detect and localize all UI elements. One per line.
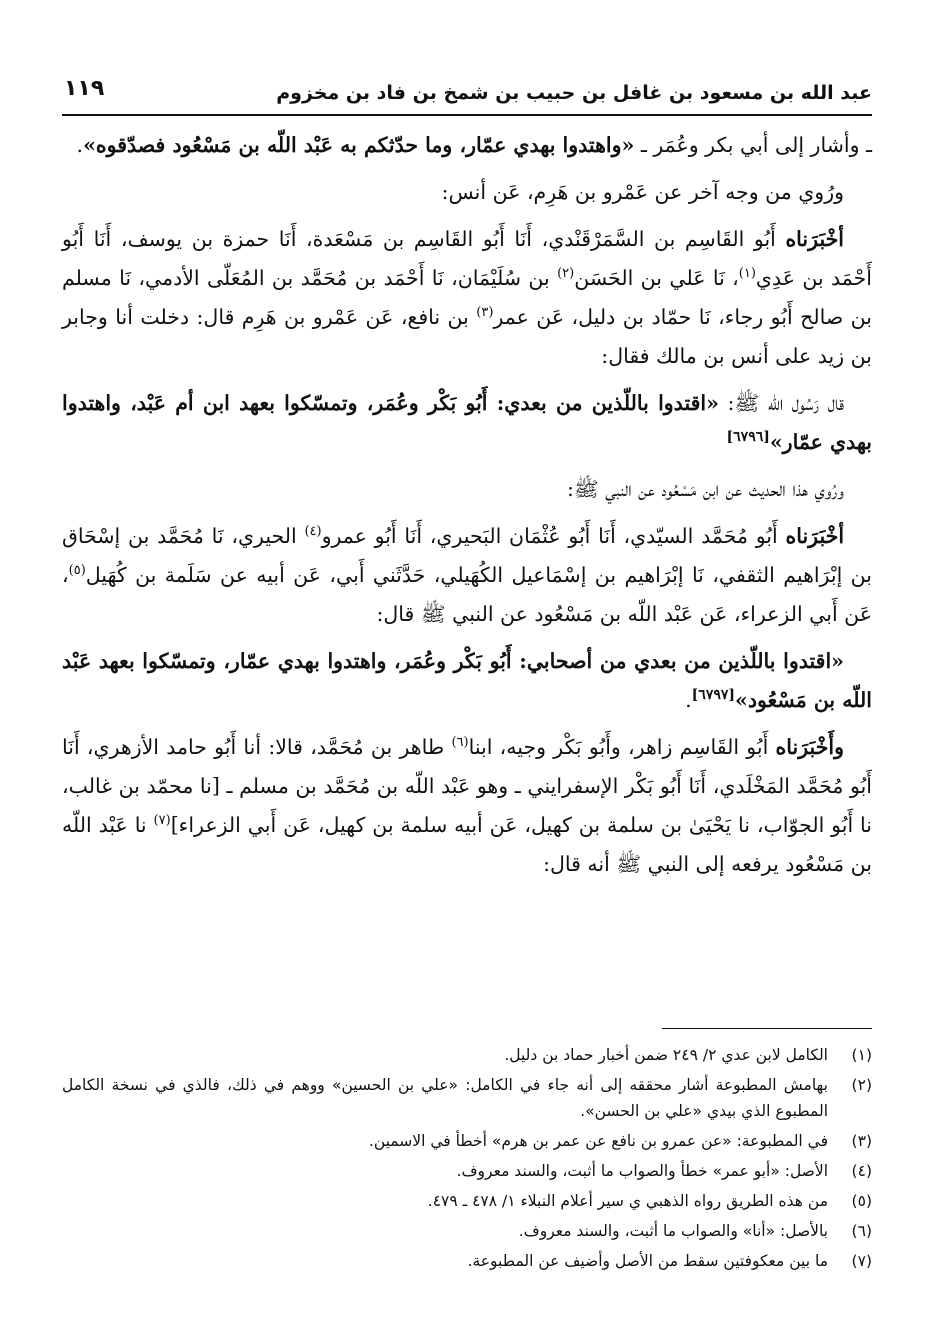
footnote bbox=[62, 1158, 872, 1184]
footnote-text: الأصل: «أبو عمر» خطأ والصواب ما أثبت، والسند معروف. bbox=[456, 1162, 828, 1180]
footnote bbox=[62, 1042, 872, 1068]
akhbarana-keyword: وأَخْبَرَناه bbox=[775, 735, 844, 759]
text-run: أَبُو القَاسِم زاهر، وأَبُو بَكْر وجيه، ابنا bbox=[468, 735, 776, 759]
hadith-number: [٦٧٩٦] bbox=[726, 429, 770, 446]
text-run: . bbox=[76, 133, 84, 157]
footnotes-section bbox=[62, 1042, 872, 1278]
hadith-quote: «واهتدوا بهدي عمّار، وما حدّثكم به عَبْد اللّه بن مَسْعُود فصدّقوه» bbox=[83, 133, 635, 157]
footnote bbox=[62, 1128, 872, 1154]
footnote-number: (٧) bbox=[851, 1252, 872, 1270]
text-run: الحيري، نَا مُحَمَّد بن إسْحَاق بن إبْرَاهيم الثقفي، نَا إبْرَاهيم بن إسْمَاعيل الكُهَيلي، حَدَّثَني أَبي، عَن أبيه عن سَلَمة بن كُهَيل bbox=[62, 524, 872, 587]
isnad-paragraph bbox=[62, 220, 872, 376]
text-run: بن سُلَيْمَان، نَا أَحْمَد بن مُحَمَّد بن المُعَلّى الأدمي، نَا مسلم بن صالح أَبُو رجاء، نَا حمّاد بن دليل، عَن عمر bbox=[62, 266, 872, 329]
akhbarana-keyword: أخْبَرَناه bbox=[785, 227, 844, 251]
footnote-marker[interactable]: (٥) bbox=[68, 563, 86, 579]
footnote-number: (٦) bbox=[851, 1222, 872, 1240]
footnote-marker[interactable]: (٢) bbox=[557, 266, 575, 282]
paragraph bbox=[62, 173, 872, 212]
text-run: ، نَا عَلي بن الحَسَن bbox=[574, 266, 739, 290]
text-run: ورُوي من وجه آخر عن عَمْرو بن هَرِم، عَن أنس: bbox=[441, 180, 844, 204]
footnote-text: ما بين معكوفتين سقط من الأصل وأضيف عن المطبوعة. bbox=[467, 1252, 828, 1270]
text-run: طاهر بن مُحَمَّد، قالا: أنا أَبُو حامد الأزهري، أَنَا أَبُو مُحَمَّد المَخْلَدي، أَنَا أَبُو بَكْر الإسفرايني ـ وهو عَبْد اللّه بن مُحَمَّد بن مسلم ـ [نا محمّد بن غالب، نا أَبُو الجوّاب، نا يَحْيَىٰ بن سلمة بن كهيل، عَن أبيه سلمة بن كهيل، عَن أَبي الزعراء] bbox=[62, 735, 872, 837]
hadith-quote: «اقتدوا باللّذين من بعدي: أَبُو بَكْر وعُمَر، وتمسّكوا بعهد ابن أم عَبْد، واهتدوا بهدي عمّار» bbox=[62, 391, 872, 454]
footnote-marker[interactable]: (٣) bbox=[476, 305, 494, 321]
text-run: . bbox=[685, 688, 692, 712]
page-number: ١١٩ bbox=[64, 76, 105, 101]
footnote-number: (٣) bbox=[851, 1132, 872, 1150]
hadith-quote: «اقتدوا باللّذين من بعدي من أصحابي: أَبُو بَكْر وعُمَر، واهتدوا بهدي عمّار، وتمسّكوا بعهد عَبْد اللّه بن مَسْعُود» bbox=[62, 649, 872, 712]
footnote bbox=[62, 1188, 872, 1214]
footnote-text: بالأصل: «أنا» والصواب ما أثبت، والسند معروف. bbox=[518, 1222, 828, 1240]
header-title: عبد الله بن مسعود بن غافل بن حبيب بن شمخ بن فاد بن مخزوم bbox=[276, 82, 872, 104]
text-run: أَبُو القَاسِم بن السَّمَرْقَنْدي، أَنَا أَبُو القَاسِم بن مَسْعَدة، أَنَا حمزة بن يوسف، أَنَا أَبُو أَحْمَد بن عَدِي bbox=[62, 227, 872, 290]
footnote-text: الكامل لابن عدي ٢/ ٢٤٩ ضمن أخبار حماد بن دليل. bbox=[504, 1046, 828, 1064]
footnote bbox=[62, 1072, 872, 1124]
footnote-number: (٢) bbox=[851, 1076, 872, 1094]
footnote-text: بهامش المطبوعة أشار محققه إلى أنه جاء في الكامل: «علي بن الحسين» ووهم في ذلك، فالذي في نسخة الكامل المطبوع الذي بيدي «علي بن الحسن». bbox=[62, 1076, 828, 1120]
paragraph bbox=[62, 126, 872, 165]
text-run: قال رَسُول الله ﷺ: bbox=[718, 391, 844, 415]
footnote-marker[interactable]: (٤) bbox=[304, 524, 322, 540]
book-page bbox=[62, 60, 872, 1320]
text-run: أَبُو مُحَمَّد السيّدي، أَنَا أَبُو عُثْمَان البَحيري، أَنَا أَبُو عمرو bbox=[321, 524, 786, 548]
footnote-divider bbox=[662, 1028, 872, 1029]
isnad-paragraph bbox=[62, 517, 872, 634]
paragraph bbox=[62, 470, 872, 509]
text-run: ، عَن أَبي الزعراء، عَن عَبْد اللّه بن مَسْعُود عن النبي ﷺ قال: bbox=[62, 563, 872, 626]
running-header bbox=[62, 60, 872, 116]
footnote-marker[interactable]: (٦) bbox=[451, 735, 469, 751]
footnote-text: من هذه الطريق رواه الذهبي ي سير أعلام النبلاء ١/ ٤٧٨ ـ ٤٧٩. bbox=[427, 1192, 828, 1210]
footnote-number: (٤) bbox=[851, 1162, 872, 1180]
footnote bbox=[62, 1218, 872, 1244]
hadith-paragraph bbox=[62, 642, 872, 720]
text-run: ورُوي هذا الحديث عن ابن مَسْعُود عن النبي ﷺ: bbox=[567, 477, 844, 501]
akhbarana-keyword: أخْبَرَناه bbox=[785, 524, 845, 548]
footnote-text: في المطبوعة: «عن عمرو بن نافع عن عمر بن هرم» أخطأ في الاسمين. bbox=[368, 1132, 828, 1150]
footnote-marker[interactable]: (١) bbox=[738, 266, 756, 282]
footnote-marker[interactable]: (٧) bbox=[153, 813, 171, 829]
main-text bbox=[62, 126, 872, 884]
text-run: نا عَبْد اللّه بن مَسْعُود يرفعه إلى النبي ﷺ أنه قال: bbox=[62, 813, 872, 876]
hadith-number: [٦٧٩٧] bbox=[691, 687, 735, 704]
text-run: بن نافع، عَن عَمْرو بن هَرِم قال: دخلت أنا وجابر بن زيد على أنس بن مالك فقال: bbox=[62, 305, 872, 368]
footnote bbox=[62, 1248, 872, 1274]
footnote-number: (١) bbox=[851, 1046, 872, 1064]
footnote-number: (٥) bbox=[851, 1192, 872, 1210]
isnad-paragraph bbox=[62, 728, 872, 884]
hadith-paragraph bbox=[62, 384, 872, 462]
text-run: ـ وأشار إلى أبي بكر وعُمَر ـ bbox=[634, 133, 872, 157]
